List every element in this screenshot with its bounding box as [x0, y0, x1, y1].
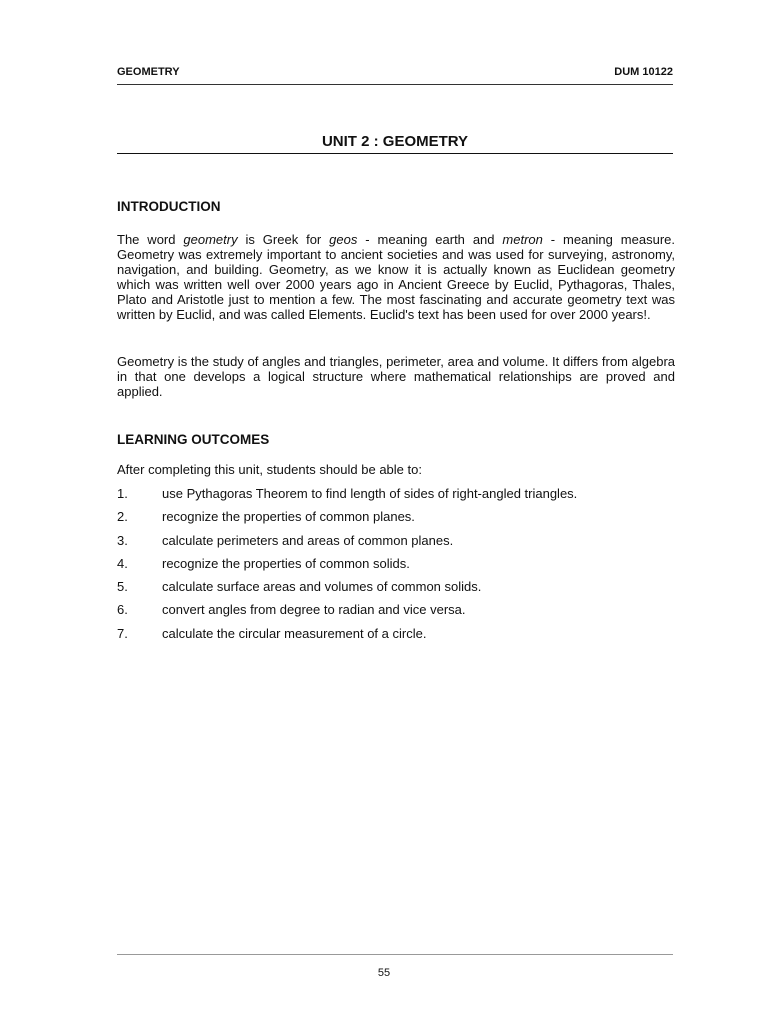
introduction-paragraph-1: [117, 232, 675, 322]
intro-text-segment: - meaning measure. Geometry was extremely important to ancient societies and was used for surveying, astronomy, navigation, and building. Geometry, as we know it is actually known as Euclidean geometry which was written well over 2000 years ago in Ancient Greece by Euclid, Pythagoras, Thales, Plato and Aristotle just to mention a few. The most fascinating and accurate geometry text was written by Euclid, and was called Elements. Euclid's text has been used for over 2000 years!.: [117, 232, 675, 322]
list-item: [117, 578, 675, 601]
intro-emphasis-metron: metron: [502, 232, 543, 247]
intro-text-segment: is Greek for: [237, 232, 330, 247]
list-item-number: 7.: [117, 625, 128, 641]
learning-outcomes-intro: After completing this unit, students should be able to:: [117, 462, 422, 477]
list-item-text: use Pythagoras Theorem to find length of sides of right-angled triangles.: [162, 486, 578, 501]
learning-outcomes-heading: LEARNING OUTCOMES: [117, 432, 270, 447]
intro-emphasis-geos: geos: [329, 232, 358, 247]
list-item: [117, 532, 675, 555]
list-item-text: calculate the circular measurement of a circle.: [162, 625, 427, 641]
list-item: [117, 625, 675, 648]
list-item: [117, 508, 675, 531]
footer-divider: [117, 954, 673, 955]
list-item: [117, 601, 675, 624]
list-item-number: 2.: [117, 509, 128, 525]
header-course-code: DUM 10122: [614, 66, 673, 78]
learning-outcomes-list: [117, 485, 675, 648]
list-item-number: 3.: [117, 532, 128, 548]
intro-emphasis-geometry: geometry: [183, 232, 238, 247]
page-header: [117, 66, 673, 85]
list-item-text: convert angles from degree to radian and vice versa.: [162, 602, 466, 618]
introduction-paragraph-2: Geometry is the study of angles and triangles, perimeter, area and volume. It differs from algebra in that one develops a logical structure where mathematical relationships are proved and applied.: [117, 354, 675, 399]
list-item-number: 5.: [117, 579, 128, 595]
introduction-heading: INTRODUCTION: [117, 199, 221, 214]
list-item-number: 4.: [117, 555, 128, 571]
list-item-text: recognize the properties of common planes.: [162, 509, 415, 525]
list-item-text: calculate perimeters and areas of common planes.: [162, 532, 454, 548]
list-item-number: 1.: [117, 486, 128, 501]
list-item: [117, 485, 675, 508]
intro-text-segment: - meaning earth and: [357, 232, 503, 247]
list-item-text: recognize the properties of common solids.: [162, 555, 410, 571]
header-subject: GEOMETRY: [117, 66, 180, 78]
list-item-number: 6.: [117, 602, 128, 618]
page-number: 55: [377, 967, 391, 979]
unit-title: UNIT 2 : GEOMETRY: [117, 133, 673, 154]
list-item-text: calculate surface areas and volumes of common solids.: [162, 579, 482, 595]
intro-text-segment: The word: [117, 232, 184, 247]
list-item: [117, 555, 675, 578]
